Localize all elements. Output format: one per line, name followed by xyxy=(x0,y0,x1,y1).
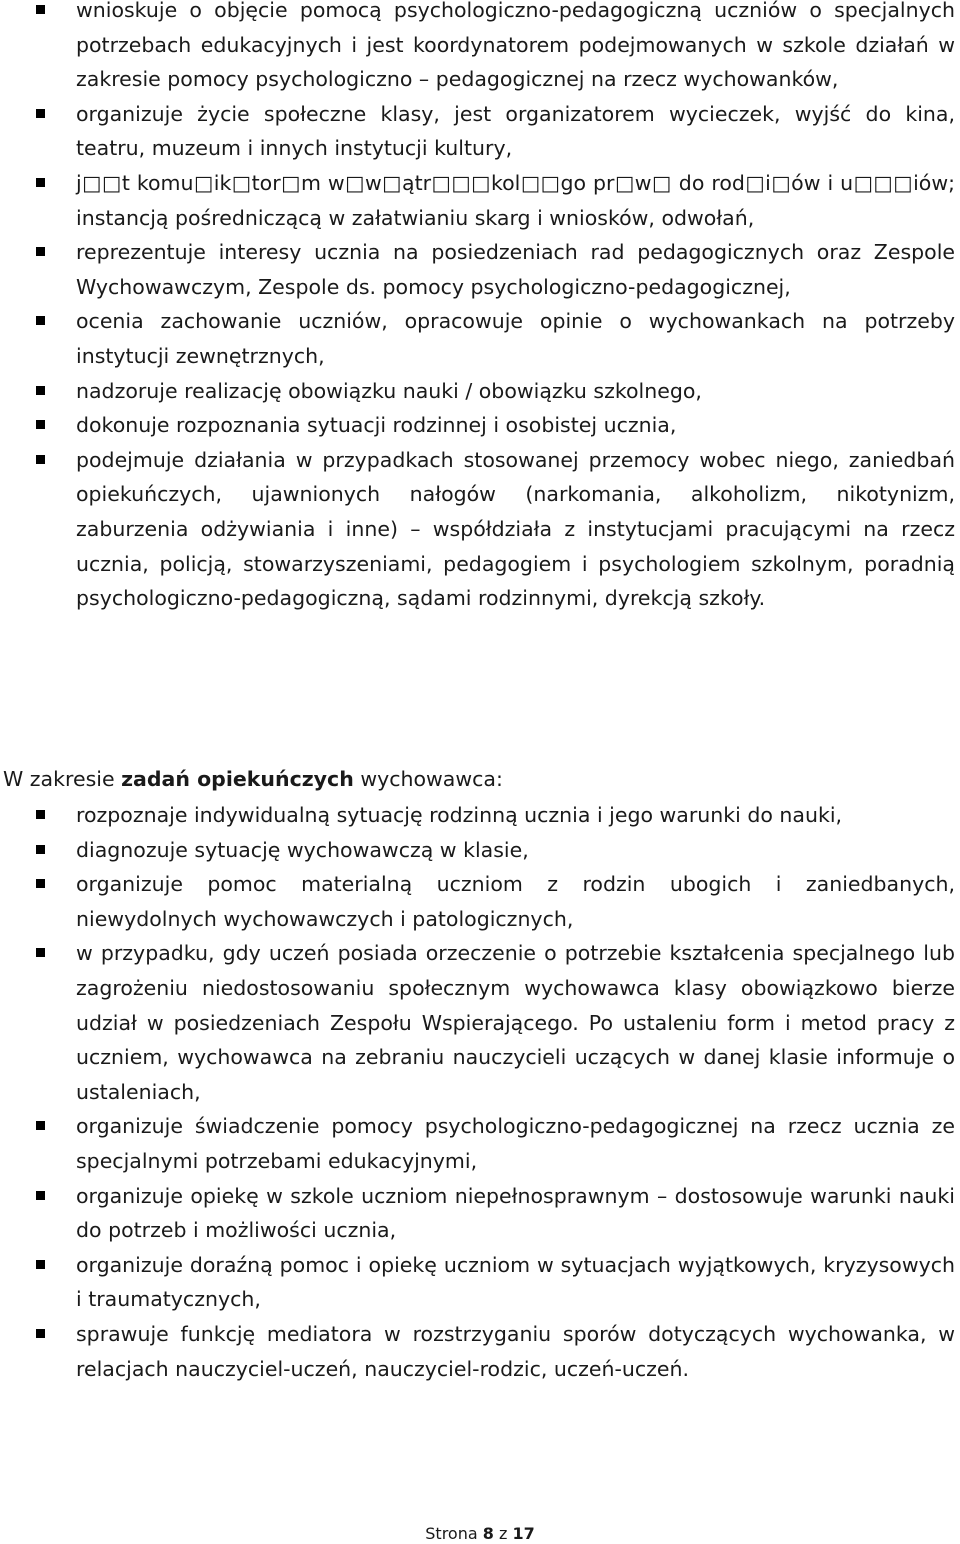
list-item-text: w przypadku, gdy uczeń posiada orzeczenie o potrzebie kształcenia specjalnego lub zagrożeniu niedostosowaniu społecznym wychowawca klasy obowiązkowo bierze udział w posiedzeniach Zespołu Wspierającego. Po ustaleniu form i metod pracy z uczniem, wychowawca na zebraniu nauczycieli uczących w danej klasie informuje o ustaleniach, xyxy=(76,941,955,1104)
square-bullet-icon xyxy=(36,1260,45,1269)
list-item-text: organizuje życie społeczne klasy, jest organizatorem wycieczek, wyjść do kina, teatru, muzeum i innych instytucji kultury, xyxy=(76,101,955,161)
list-item xyxy=(0,443,955,616)
list-item xyxy=(0,97,955,166)
list-item-text: j□□t komu□ik□tor□m w□w□ątr□□□kol□□go pr□w□ do rod□i□ów i u□□□iów; instancją pośredniczącą w załatwianiu skarg i wniosków, odwołań, xyxy=(76,170,955,230)
list-item-text: nadzoruje realizację obowiązku nauki / obowiązku szkolnego, xyxy=(76,378,702,403)
page-total: 17 xyxy=(512,1524,535,1543)
list-item xyxy=(0,1179,955,1248)
list-item-text: wnioskuje o objęcie pomocą psychologiczno-pedagogiczną uczniów o specjalnych potrzebach edukacyjnych i jest koordynatorem podejmowanych w szkole działań w zakresie pomocy psychologiczno – pedagogicznej na rzecz wychowanków, xyxy=(76,0,955,92)
list-item-text: ocenia zachowanie uczniów, opracowuje opinie o wychowankach na potrzeby instytucji zewnętrznych, xyxy=(76,309,955,368)
page-footer xyxy=(0,1524,960,1544)
list-item-text: dokonuje rozpoznania sytuacji rodzinnej i osobistej ucznia, xyxy=(76,413,677,438)
intro-prefix: W zakresie xyxy=(3,767,122,791)
list-item-text: reprezentuje interesy ucznia na posiedzeniach rad pedagogicznych oraz Zespole Wychowawczym, Zespole ds. pomocy psychologiczno-pedagogicznej, xyxy=(76,240,955,299)
list-item xyxy=(0,166,955,235)
list-item-text: organizuje opiekę w szkole uczniom niepełnosprawnym – dostosowuje warunki nauki do potrzeb i możliwości ucznia, xyxy=(76,1183,955,1243)
square-bullet-icon xyxy=(36,109,45,118)
intro-bold: zadań opiekuńczych xyxy=(121,767,354,791)
square-bullet-icon xyxy=(36,247,45,256)
square-bullet-icon xyxy=(36,316,45,325)
duties-list-part-1 xyxy=(0,0,955,616)
square-bullet-icon xyxy=(36,178,45,187)
list-item xyxy=(0,936,955,1109)
list-item xyxy=(0,833,955,868)
square-bullet-icon xyxy=(36,455,45,464)
list-item-text: podejmuje działania w przypadkach stosowanej przemocy wobec niego, zaniedbań opiekuńczych, ujawnionych nałogów (narkomania, alkoholizm, nikotynizm, zaburzenia odżywiania i inne) – współdziała z instytucjami pracującymi na rzecz ucznia, policją, stowarzyszeniami, pedagogiem i psychologiem szkolnym, poradnią psychologiczno-pedagogiczną, sądami rodzinnymi, dyrekcją szkoły. xyxy=(76,447,955,611)
intro-suffix: wychowawca: xyxy=(353,767,503,791)
square-bullet-icon xyxy=(36,420,45,429)
list-item-text: organizuje doraźną pomoc i opiekę uczniom w sytuacjach wyjątkowych, kryzysowych i traumatycznych, xyxy=(76,1252,955,1312)
page-number: 8 xyxy=(482,1524,494,1543)
section-intro xyxy=(3,762,503,796)
list-item xyxy=(0,304,955,373)
list-item-text: sprawuje funkcję mediatora w rozstrzyganiu sporów dotyczących wychowanka, w relacjach nauczyciel-uczeń, nauczyciel-rodzic, uczeń-uczeń. xyxy=(76,1321,955,1381)
square-bullet-icon xyxy=(36,1121,45,1130)
care-duties-list xyxy=(0,798,955,1386)
list-item xyxy=(0,798,955,833)
list-item xyxy=(0,1248,955,1317)
square-bullet-icon xyxy=(36,879,45,888)
square-bullet-icon xyxy=(36,1329,45,1338)
square-bullet-icon xyxy=(36,386,45,395)
list-item xyxy=(0,1317,955,1386)
footer-prefix: Strona xyxy=(425,1524,483,1543)
square-bullet-icon xyxy=(36,810,45,819)
list-item-text: organizuje pomoc materialną uczniom z rodzin ubogich i zaniedbanych, niewydolnych wychowawczych i patologicznych, xyxy=(76,872,955,931)
list-item xyxy=(0,0,955,97)
square-bullet-icon xyxy=(36,948,45,957)
square-bullet-icon xyxy=(36,845,45,854)
list-item xyxy=(0,374,955,409)
square-bullet-icon xyxy=(36,1191,45,1200)
list-item-text: rozpoznaje indywidualną sytuację rodzinną ucznia i jego warunki do nauki, xyxy=(76,803,843,827)
list-item-text: organizuje świadczenie pomocy psychologiczno-pedagogicznej na rzecz ucznia ze specjalnymi potrzebami edukacyjnymi, xyxy=(76,1114,955,1173)
list-item xyxy=(0,867,955,936)
list-item xyxy=(0,408,955,443)
list-item xyxy=(0,235,955,304)
square-bullet-icon xyxy=(36,5,45,14)
list-item xyxy=(0,1109,955,1178)
list-item-text: diagnozuje sytuację wychowawczą w klasie, xyxy=(76,837,529,862)
footer-middle: z xyxy=(493,1524,513,1543)
